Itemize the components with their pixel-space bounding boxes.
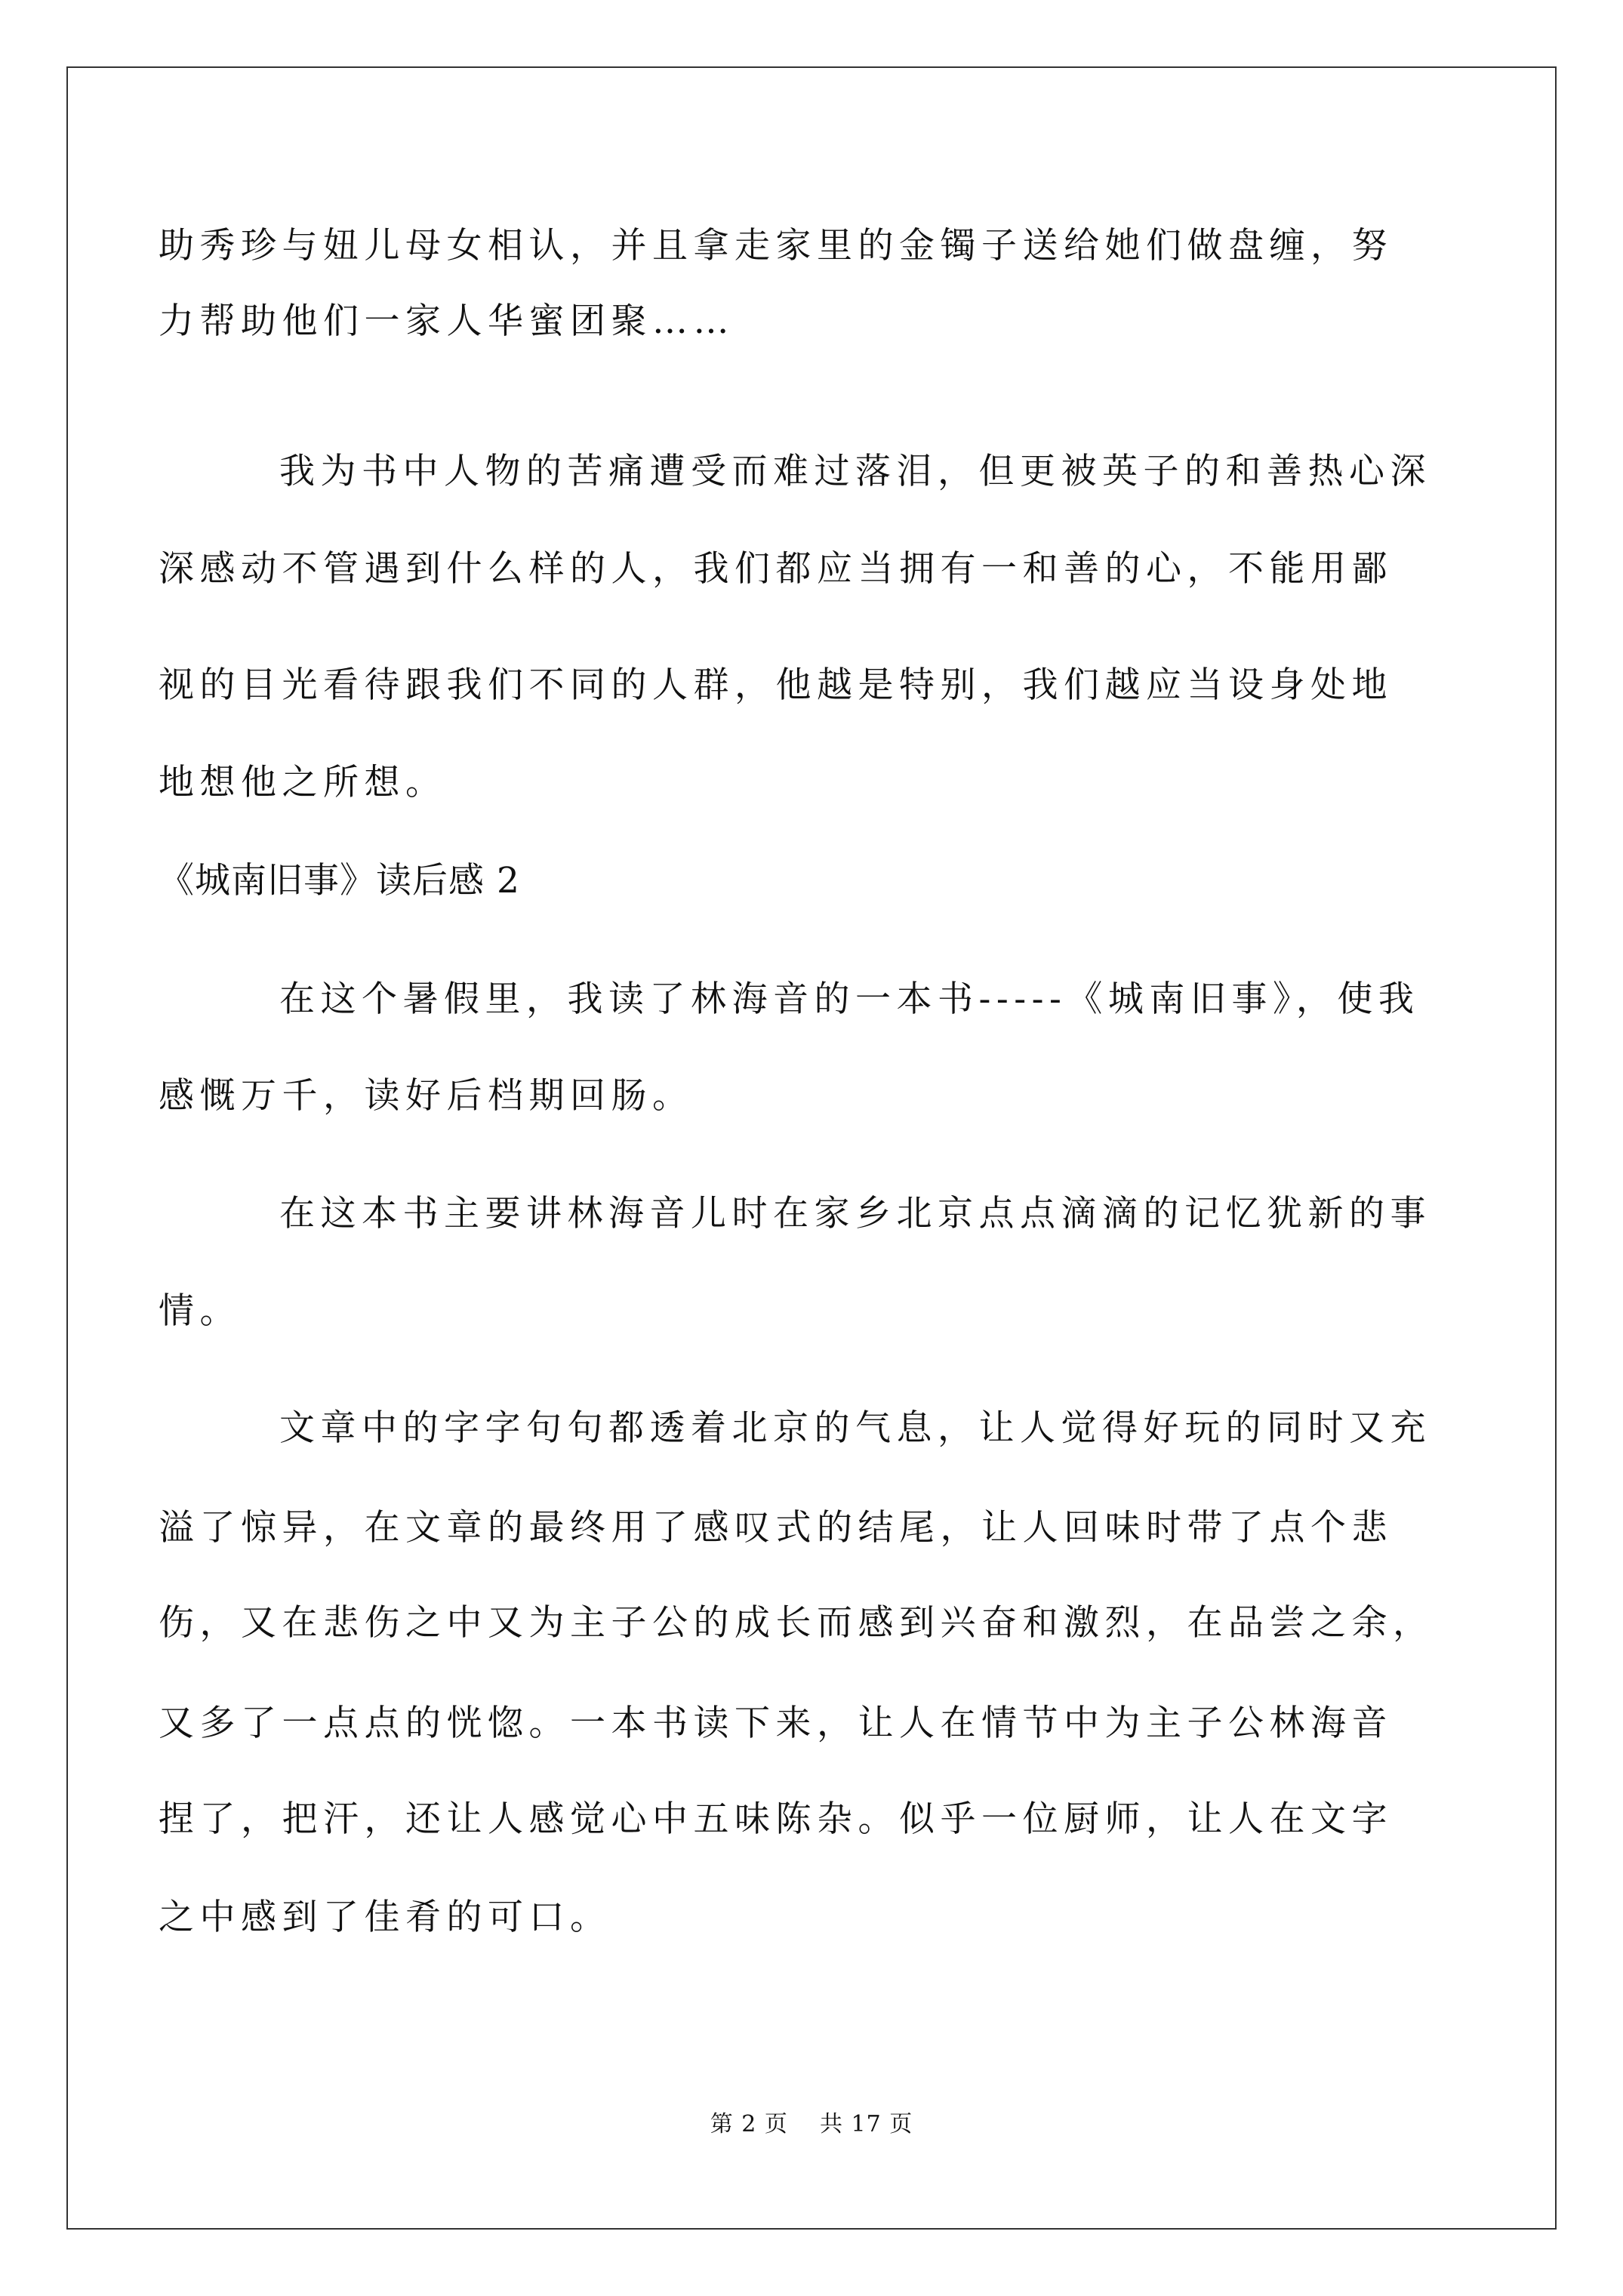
body-text-line: 视的目光看待跟我们不同的人群，他越是特别，我们越应当设身处地 (159, 664, 1393, 706)
body-text-line: 深感动不管遇到什么样的人，我们都应当拥有一和善的心，不能用鄙 (159, 548, 1393, 590)
paragraph-first-line: 在这本书主要讲林海音儿时在家乡北京点点滴滴的记忆犹新的事 (279, 1193, 1431, 1234)
paragraph-first-line: 在这个暑假里，我读了林海音的一本书-----《城南旧事》，使我 (279, 978, 1420, 1020)
section-heading: 《城南旧事》读后感 2 (159, 860, 520, 901)
body-text-line: 力帮助他们一家人华蜜团聚…… (159, 300, 735, 342)
paragraph-first-line: 我为书中人物的苦痛遭受而难过落泪，但更被英子的和善热心深 (279, 451, 1431, 492)
body-text-line: 情。 (159, 1290, 241, 1332)
body-text-line: 助秀珍与妞儿母女相认，并且拿走家里的金镯子送给她们做盘缠，努 (159, 225, 1393, 267)
page-number: 第 2 页 共 17 页 (710, 2111, 913, 2137)
body-text-line: 伤，又在悲伤之中又为主子公的成长而感到兴奋和激烈，在品尝之余， (159, 1602, 1434, 1644)
body-text-line: 之中感到了佳肴的可口。 (159, 1897, 611, 1938)
body-text-line: 地想他之所想。 (159, 762, 447, 803)
body-text-line: 又多了一点点的恍惚。一本书读下来，让人在情节中为主子公林海音 (159, 1703, 1393, 1744)
body-text-line: 溢了惊异，在文章的最终用了感叹式的结尾，让人回味时带了点个悲 (159, 1507, 1393, 1549)
body-text-line: 感慨万千，读好后档期回肠。 (159, 1075, 694, 1117)
body-text-line: 捏了，把汗，还让人感觉心中五味陈杂。似乎一位厨师，让人在文字 (159, 1798, 1393, 1840)
paragraph-first-line: 文章中的字字句句都透着北京的气息，让人觉得好玩的同时又充 (279, 1407, 1431, 1449)
